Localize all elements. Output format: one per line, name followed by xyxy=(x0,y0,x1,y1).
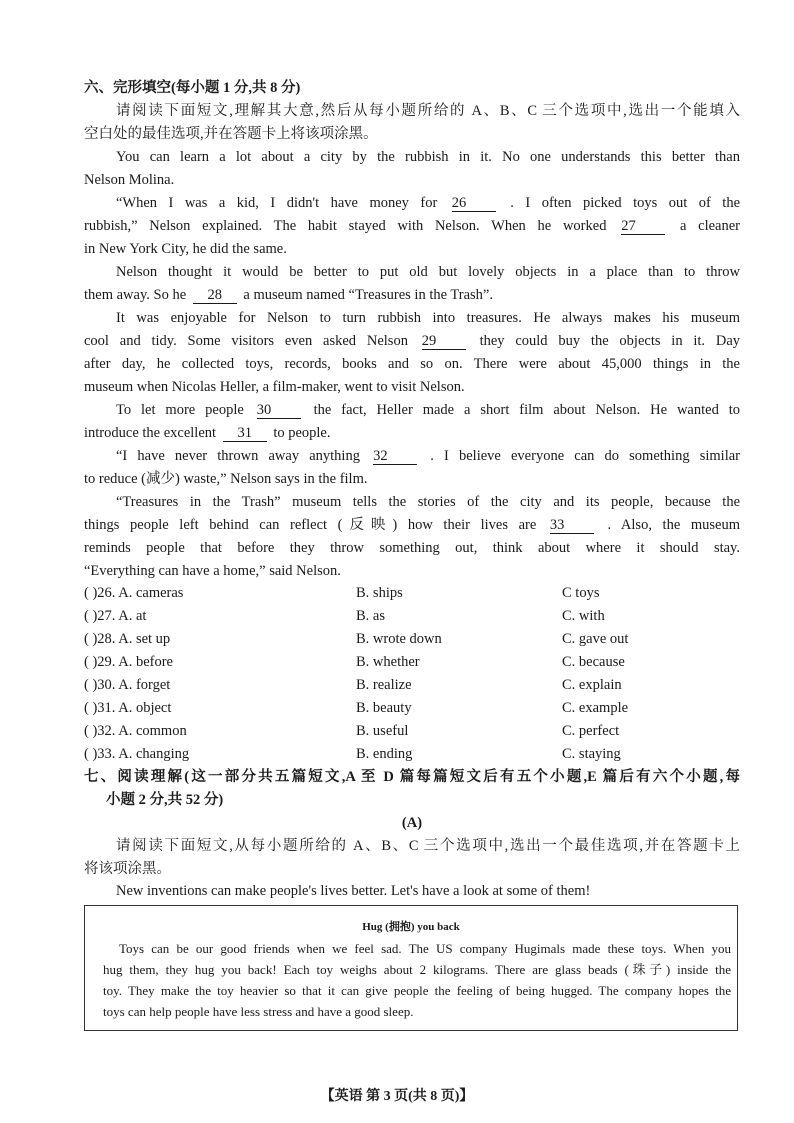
passage-text: cool and tidy. Some visitors even asked Nelson xyxy=(84,333,408,349)
blank-28: 28 xyxy=(193,287,237,304)
question-option-c: C toys xyxy=(562,585,600,601)
passage-text: to people. xyxy=(273,425,331,441)
blank-29: 29 xyxy=(422,333,466,350)
passage-text: the fact, Heller made a short film about Nelson. He wanted to xyxy=(313,402,741,418)
passage-line: “Treasures in the Trash” museum tells the stories of the city and its people, because the xyxy=(116,494,740,510)
question-option-a: ( )27. A. at xyxy=(84,608,147,624)
section-6-heading: 六、完形填空(每小题 1 分,共 8 分) xyxy=(84,80,301,96)
passage-line: museum when Nicolas Heller, a film-maker, went to visit Nelson. xyxy=(84,379,465,395)
question-option-b: B. wrote down xyxy=(356,631,442,647)
passage-text: a cleaner xyxy=(679,218,740,234)
blank-31: 31 xyxy=(223,425,267,442)
blank-32: 32 xyxy=(373,448,417,465)
passage-text: introduce the excellent xyxy=(84,425,217,441)
reading-intro: New inventions can make people's lives better. Let's have a look at some of them! xyxy=(116,883,591,899)
question-option-a: ( )29. A. before xyxy=(84,654,173,670)
article-line: toys can help people have less stress and have a good sleep. xyxy=(103,1004,414,1019)
section-7-heading: 七、阅读理解(这一部分共五篇短文,A 至 D 篇每篇短文后有五个小题,E 篇后有六个小题,每 xyxy=(84,769,740,785)
question-option-b: B. useful xyxy=(356,723,409,739)
passage-text: they could buy the objects in it. Day xyxy=(479,333,741,349)
question-option-a: ( )33. A. changing xyxy=(84,746,190,762)
blank-26: 26 xyxy=(452,195,496,212)
section-6-instruction-cont: 空白处的最佳选项,并在答题卡上将该项涂黑。 xyxy=(84,126,378,142)
passage-line: to reduce (减少) waste,” Nelson says in the film. xyxy=(84,471,368,487)
passage-line: Nelson Molina. xyxy=(84,172,175,188)
section-6-instruction: 请阅读下面短文,理解其大意,然后从每小题所给的 A、B、C 三个选项中,选出一个能填入 xyxy=(116,103,740,119)
passage-text: To let more people xyxy=(116,402,244,418)
passage-text: . Also, the museum xyxy=(607,517,741,533)
passage-text: . I believe everyone can do something similar xyxy=(430,448,740,464)
passage-text: a museum named “Treasures in the Trash”. xyxy=(243,287,493,303)
question-option-b: B. ships xyxy=(356,585,403,601)
article-box xyxy=(84,905,738,1031)
question-option-a: ( )32. A. common xyxy=(84,723,187,739)
article-title: Hug (拥抱) you back xyxy=(362,921,460,933)
question-option-b: B. as xyxy=(356,608,385,624)
article-line: hug them, they hug you back! Each toy weighs about 2 kilograms. There are glass beads (珠子) inside the xyxy=(103,962,731,977)
question-option-a: ( )26. A. cameras xyxy=(84,585,184,601)
passage-line xyxy=(84,331,740,351)
passage-line xyxy=(84,285,740,305)
passage-line xyxy=(116,193,740,213)
question-option-a: ( )31. A. object xyxy=(84,700,172,716)
question-option-c: C. gave out xyxy=(562,631,629,647)
question-option-c: C. example xyxy=(562,700,629,716)
passage-line xyxy=(84,216,740,236)
passage-line: Nelson thought it would be better to put old but lovely objects in a place than to throw xyxy=(116,264,740,280)
passage-text: rubbish,” Nelson explained. The habit stayed with Nelson. When he worked xyxy=(84,218,607,234)
passage-line: It was enjoyable for Nelson to turn rubbish into treasures. He always makes his museum xyxy=(116,310,740,326)
passage-line xyxy=(116,446,740,466)
passage-line: reminds people that before they throw something out, think about where it should stay. xyxy=(84,540,740,556)
passage-text: . I often picked toys out of the xyxy=(510,195,741,211)
part-label: (A) xyxy=(401,815,423,831)
blank-30: 30 xyxy=(257,402,301,419)
passage-line: “Everything can have a home,” said Nelson. xyxy=(84,563,341,579)
question-option-c: C. because xyxy=(562,654,625,670)
passage-line: in New York City, he did the same. xyxy=(84,241,287,257)
article-line: toy. They make the toy heavier so that it can give people the feeling of being hugged. The company hopes the xyxy=(103,983,731,998)
question-option-b: B. beauty xyxy=(356,700,412,716)
passage-text: them away. So he xyxy=(84,287,187,303)
page-footer: 【英语 第 3 页(共 8 页)】 xyxy=(320,1089,474,1104)
question-option-b: B. whether xyxy=(356,654,420,670)
question-option-c: C. with xyxy=(562,608,605,624)
passage-line xyxy=(116,400,740,420)
question-option-b: B. realize xyxy=(356,677,412,693)
question-option-c: C. staying xyxy=(562,746,621,762)
question-option-c: C. perfect xyxy=(562,723,620,739)
passage-text: things people left behind can reflect (反映) how their lives are xyxy=(84,517,537,533)
passage-text: “I have never thrown away anything xyxy=(116,448,360,464)
passage-line xyxy=(84,423,740,443)
section-7-instruction-cont: 将该项涂黑。 xyxy=(84,861,171,877)
question-option-b: B. ending xyxy=(356,746,413,762)
passage-line: after day, he collected toys, records, books and so on. There were about 45,000 things in the xyxy=(84,356,740,372)
section-7-heading-cont: 小题 2 分,共 52 分) xyxy=(106,792,224,808)
question-option-c: C. explain xyxy=(562,677,622,693)
passage-text: “When I was a kid, I didn't have money for xyxy=(116,195,438,211)
passage-line xyxy=(84,515,740,535)
article-line: Toys can be our good friends when we feel sad. The US company Hugimals made these toys. When you xyxy=(119,941,731,956)
question-option-a: ( )30. A. forget xyxy=(84,677,171,693)
passage-line: You can learn a lot about a city by the rubbish in it. No one understands this better than xyxy=(116,149,740,165)
question-option-a: ( )28. A. set up xyxy=(84,631,171,647)
blank-33: 33 xyxy=(550,517,594,534)
section-7-instruction: 请阅读下面短文,从每小题所给的 A、B、C 三个选项中,选出一个最佳选项,并在答题卡上 xyxy=(116,838,740,854)
blank-27: 27 xyxy=(621,218,665,235)
